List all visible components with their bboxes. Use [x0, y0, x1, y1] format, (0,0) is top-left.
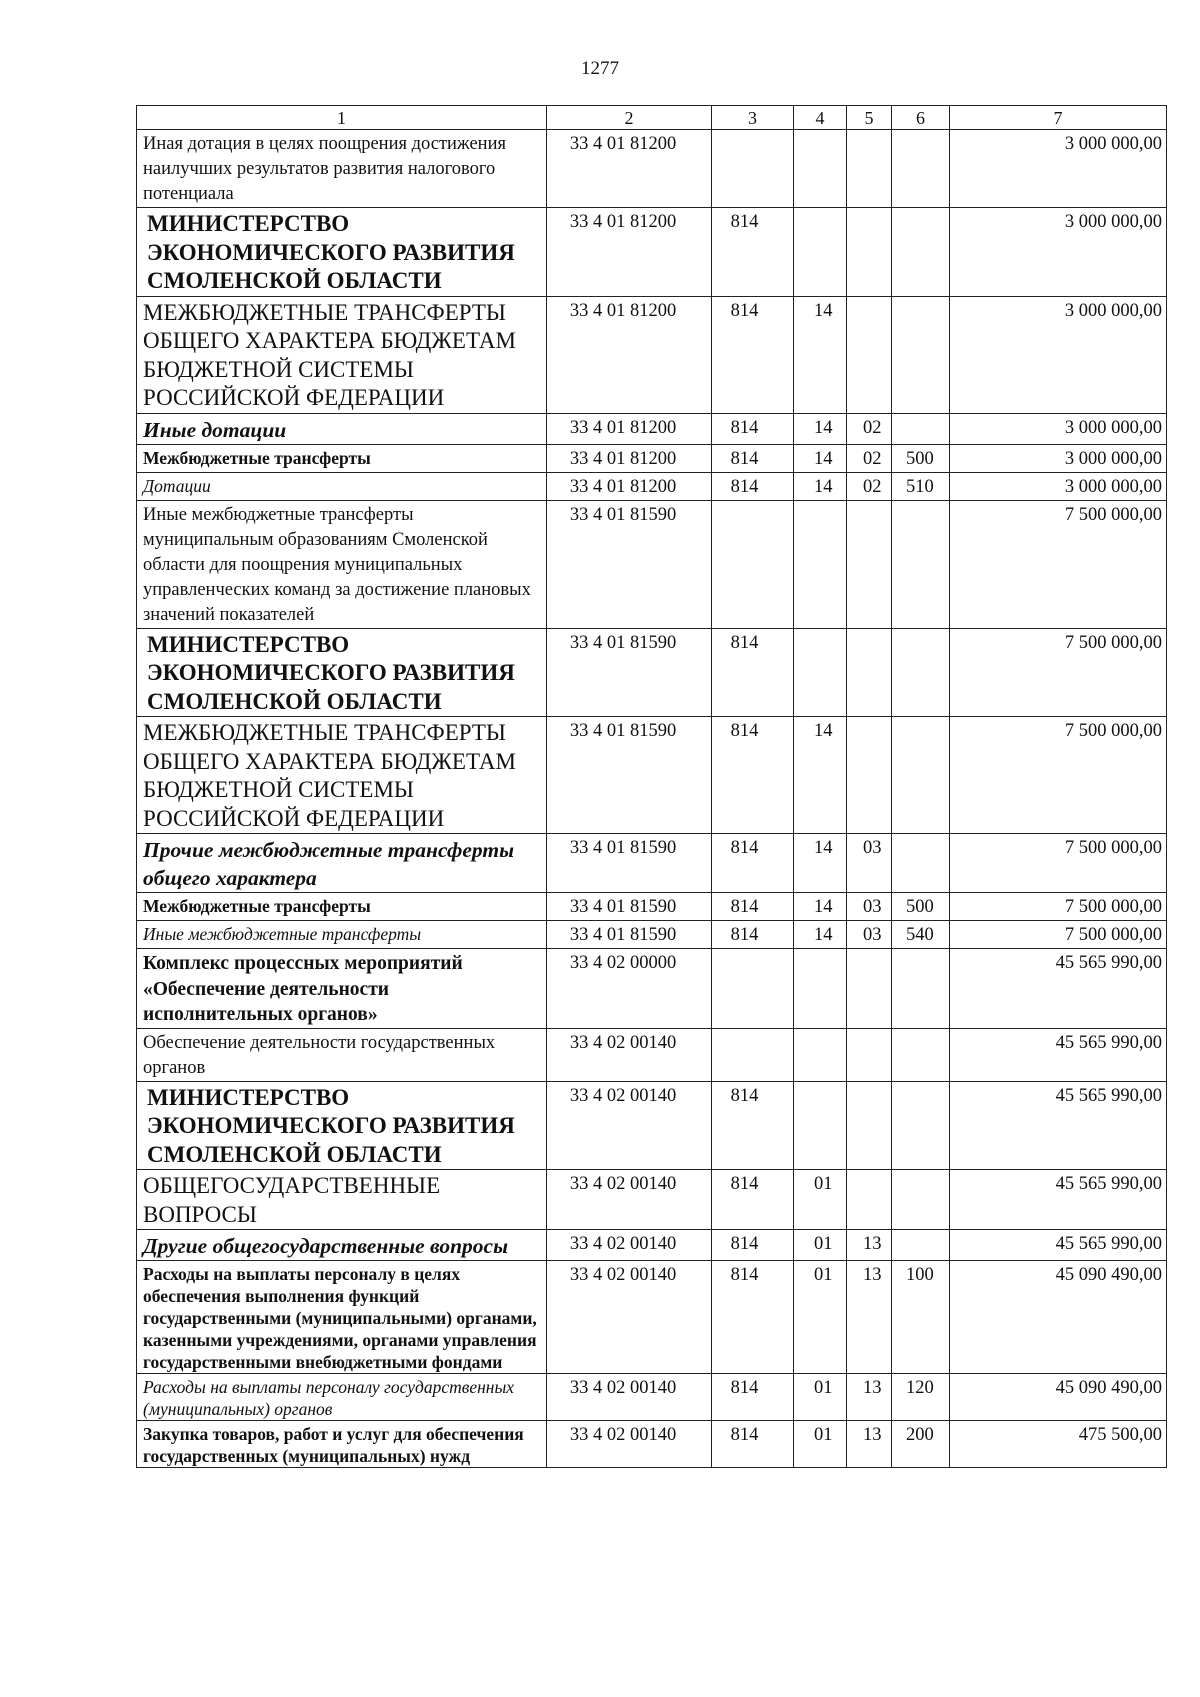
row-expense-type-cell: 540: [892, 921, 950, 949]
row-name-cell: Комплекс процессных мероприятий «Обеспечение деятельности исполнительных органов»: [137, 949, 547, 1029]
row-section-code-cell: [794, 1028, 847, 1081]
row-section-code-cell: 14: [794, 834, 847, 893]
row-expense-type-cell: [892, 1028, 950, 1081]
row-ministry-code-cell: 814: [712, 1374, 794, 1421]
row-target-article-cell: 33 4 02 00140: [547, 1028, 712, 1081]
row-name-cell: Прочие межбюджетные трансферты общего характера: [137, 834, 547, 893]
row-expense-type-cell: 120: [892, 1374, 950, 1421]
table-row: [137, 413, 1167, 444]
row-amount-cell: 7 500 000,00: [950, 628, 1167, 717]
row-target-article-cell: 33 4 02 00140: [547, 1230, 712, 1261]
row-name-cell: Дотации: [137, 472, 547, 500]
row-section-code-cell: [794, 130, 847, 208]
row-target-article-cell: 33 4 02 00140: [547, 1081, 712, 1170]
row-section-code-cell: 14: [794, 893, 847, 921]
row-amount-cell: 45 565 990,00: [950, 1230, 1167, 1261]
row-subsection-code-cell: 13: [847, 1374, 892, 1421]
row-ministry-code-cell: 814: [712, 296, 794, 413]
row-section-code-cell: 01: [794, 1374, 847, 1421]
row-ministry-code-cell: 814: [712, 921, 794, 949]
row-ministry-code-cell: 814: [712, 1261, 794, 1374]
row-amount-cell: 3 000 000,00: [950, 296, 1167, 413]
row-section-code-cell: 14: [794, 444, 847, 472]
row-amount-cell: 3 000 000,00: [950, 444, 1167, 472]
row-section-code-cell: [794, 208, 847, 297]
table-row: [137, 1170, 1167, 1230]
row-target-article-cell: 33 4 01 81200: [547, 130, 712, 208]
page-number: 1277: [581, 58, 619, 79]
row-ministry-code-cell: 814: [712, 1170, 794, 1230]
row-ministry-code-cell: [712, 130, 794, 208]
row-ministry-code-cell: [712, 949, 794, 1029]
table-row: [137, 1374, 1167, 1421]
row-target-article-cell: 33 4 01 81590: [547, 628, 712, 717]
row-amount-cell: 45 565 990,00: [950, 1081, 1167, 1170]
table-row: [137, 472, 1167, 500]
table-row: [137, 893, 1167, 921]
row-expense-type-cell: [892, 834, 950, 893]
row-name-cell: МИНИСТЕРСТВО ЭКОНОМИЧЕСКОГО РАЗВИТИЯ СМОЛЕНСКОЙ ОБЛАСТИ: [137, 628, 547, 717]
table-row: [137, 628, 1167, 717]
table-row: [137, 208, 1167, 297]
row-amount-cell: 3 000 000,00: [950, 413, 1167, 444]
row-subsection-code-cell: 03: [847, 893, 892, 921]
row-target-article-cell: 33 4 01 81200: [547, 296, 712, 413]
row-amount-cell: 7 500 000,00: [950, 717, 1167, 834]
table-row: [137, 1081, 1167, 1170]
row-amount-cell: 3 000 000,00: [950, 208, 1167, 297]
row-expense-type-cell: 100: [892, 1261, 950, 1374]
row-name-cell: Иная дотация в целях поощрения достижения наилучших результатов развития налогового потенциала: [137, 130, 547, 208]
table-row: [137, 296, 1167, 413]
row-expense-type-cell: [892, 413, 950, 444]
row-subsection-code-cell: [847, 208, 892, 297]
header-col-5: 5: [847, 106, 892, 130]
row-ministry-code-cell: 814: [712, 834, 794, 893]
row-ministry-code-cell: [712, 1028, 794, 1081]
row-target-article-cell: 33 4 01 81200: [547, 444, 712, 472]
table-row: [137, 717, 1167, 834]
row-expense-type-cell: [892, 296, 950, 413]
row-expense-type-cell: 500: [892, 893, 950, 921]
header-col-4: 4: [794, 106, 847, 130]
table-row: [137, 1261, 1167, 1374]
row-name-cell: Межбюджетные трансферты: [137, 893, 547, 921]
row-name-cell: ОБЩЕГОСУДАРСТВЕННЫЕ ВОПРОСЫ: [137, 1170, 547, 1230]
row-name-cell: Расходы на выплаты персоналу государственных (муниципальных) органов: [137, 1374, 547, 1421]
row-ministry-code-cell: 814: [712, 208, 794, 297]
row-expense-type-cell: [892, 208, 950, 297]
row-subsection-code-cell: 03: [847, 921, 892, 949]
row-target-article-cell: 33 4 02 00140: [547, 1261, 712, 1374]
row-subsection-code-cell: [847, 949, 892, 1029]
row-name-cell: Иные межбюджетные трансферты муниципальным образованиям Смоленской области для поощрения муниципальных управленческих команд за достижение плановых значений показателей: [137, 500, 547, 628]
header-col-6: 6: [892, 106, 950, 130]
row-section-code-cell: 14: [794, 921, 847, 949]
row-amount-cell: 45 565 990,00: [950, 949, 1167, 1029]
row-amount-cell: 7 500 000,00: [950, 921, 1167, 949]
table-row: [137, 500, 1167, 628]
row-subsection-code-cell: [847, 717, 892, 834]
table-row: [137, 1421, 1167, 1468]
row-name-cell: Иные дотации: [137, 413, 547, 444]
row-amount-cell: 45 090 490,00: [950, 1261, 1167, 1374]
table-row: [137, 1230, 1167, 1261]
row-amount-cell: 3 000 000,00: [950, 130, 1167, 208]
row-section-code-cell: 01: [794, 1170, 847, 1230]
row-subsection-code-cell: 13: [847, 1421, 892, 1468]
table-row: [137, 834, 1167, 893]
row-amount-cell: 7 500 000,00: [950, 834, 1167, 893]
row-name-cell: МЕЖБЮДЖЕТНЫЕ ТРАНСФЕРТЫ ОБЩЕГО ХАРАКТЕРА БЮДЖЕТАМ БЮДЖЕТНОЙ СИСТЕМЫ РОССИЙСКОЙ ФЕДЕРАЦИИ: [137, 717, 547, 834]
row-ministry-code-cell: 814: [712, 472, 794, 500]
row-subsection-code-cell: [847, 628, 892, 717]
row-section-code-cell: 01: [794, 1421, 847, 1468]
row-name-cell: Закупка товаров, работ и услуг для обеспечения государственных (муниципальных) нужд: [137, 1421, 547, 1468]
row-expense-type-cell: 200: [892, 1421, 950, 1468]
row-section-code-cell: 01: [794, 1261, 847, 1374]
row-subsection-code-cell: [847, 1170, 892, 1230]
row-section-code-cell: 14: [794, 717, 847, 834]
row-expense-type-cell: [892, 1170, 950, 1230]
row-expense-type-cell: [892, 628, 950, 717]
row-target-article-cell: 33 4 02 00140: [547, 1421, 712, 1468]
row-subsection-code-cell: 02: [847, 444, 892, 472]
row-ministry-code-cell: 814: [712, 444, 794, 472]
row-expense-type-cell: 500: [892, 444, 950, 472]
row-target-article-cell: 33 4 01 81590: [547, 717, 712, 834]
row-target-article-cell: 33 4 01 81200: [547, 472, 712, 500]
row-target-article-cell: 33 4 02 00000: [547, 949, 712, 1029]
table-row: [137, 1028, 1167, 1081]
row-subsection-code-cell: [847, 1081, 892, 1170]
row-subsection-code-cell: [847, 130, 892, 208]
row-target-article-cell: 33 4 02 00140: [547, 1170, 712, 1230]
row-section-code-cell: [794, 1081, 847, 1170]
row-expense-type-cell: [892, 1230, 950, 1261]
row-name-cell: МИНИСТЕРСТВО ЭКОНОМИЧЕСКОГО РАЗВИТИЯ СМОЛЕНСКОЙ ОБЛАСТИ: [137, 1081, 547, 1170]
row-amount-cell: 45 565 990,00: [950, 1028, 1167, 1081]
header-col-7: 7: [950, 106, 1167, 130]
row-section-code-cell: [794, 628, 847, 717]
row-section-code-cell: 14: [794, 296, 847, 413]
row-subsection-code-cell: 02: [847, 472, 892, 500]
row-name-cell: Другие общегосударственные вопросы: [137, 1230, 547, 1261]
row-amount-cell: 7 500 000,00: [950, 500, 1167, 628]
row-amount-cell: 7 500 000,00: [950, 893, 1167, 921]
row-expense-type-cell: [892, 949, 950, 1029]
table-header-row: [137, 106, 1167, 130]
row-expense-type-cell: 510: [892, 472, 950, 500]
row-section-code-cell: 14: [794, 413, 847, 444]
table-row: [137, 949, 1167, 1029]
row-ministry-code-cell: 814: [712, 1230, 794, 1261]
row-name-cell: МЕЖБЮДЖЕТНЫЕ ТРАНСФЕРТЫ ОБЩЕГО ХАРАКТЕРА БЮДЖЕТАМ БЮДЖЕТНОЙ СИСТЕМЫ РОССИЙСКОЙ ФЕДЕРАЦИИ: [137, 296, 547, 413]
row-amount-cell: 45 565 990,00: [950, 1170, 1167, 1230]
row-target-article-cell: 33 4 01 81590: [547, 834, 712, 893]
row-amount-cell: 45 090 490,00: [950, 1374, 1167, 1421]
row-ministry-code-cell: 814: [712, 628, 794, 717]
row-name-cell: Обеспечение деятельности государственных органов: [137, 1028, 547, 1081]
row-section-code-cell: 14: [794, 472, 847, 500]
row-expense-type-cell: [892, 500, 950, 628]
row-name-cell: МИНИСТЕРСТВО ЭКОНОМИЧЕСКОГО РАЗВИТИЯ СМОЛЕНСКОЙ ОБЛАСТИ: [137, 208, 547, 297]
row-ministry-code-cell: 814: [712, 1081, 794, 1170]
row-ministry-code-cell: [712, 500, 794, 628]
row-name-cell: Иные межбюджетные трансферты: [137, 921, 547, 949]
row-target-article-cell: 33 4 01 81590: [547, 921, 712, 949]
table-row: [137, 130, 1167, 208]
header-col-1: 1: [137, 106, 547, 130]
row-subsection-code-cell: 02: [847, 413, 892, 444]
header-col-3: 3: [712, 106, 794, 130]
row-section-code-cell: [794, 500, 847, 628]
row-target-article-cell: 33 4 02 00140: [547, 1374, 712, 1421]
row-amount-cell: 3 000 000,00: [950, 472, 1167, 500]
row-ministry-code-cell: 814: [712, 717, 794, 834]
row-expense-type-cell: [892, 717, 950, 834]
row-ministry-code-cell: 814: [712, 1421, 794, 1468]
row-ministry-code-cell: 814: [712, 413, 794, 444]
row-target-article-cell: 33 4 01 81200: [547, 413, 712, 444]
budget-table: [136, 105, 1167, 1468]
row-target-article-cell: 33 4 01 81590: [547, 500, 712, 628]
row-amount-cell: 475 500,00: [950, 1421, 1167, 1468]
row-target-article-cell: 33 4 01 81200: [547, 208, 712, 297]
row-expense-type-cell: [892, 130, 950, 208]
row-name-cell: Межбюджетные трансферты: [137, 444, 547, 472]
row-subsection-code-cell: 03: [847, 834, 892, 893]
row-section-code-cell: [794, 949, 847, 1029]
row-subsection-code-cell: 13: [847, 1230, 892, 1261]
row-section-code-cell: 01: [794, 1230, 847, 1261]
row-ministry-code-cell: 814: [712, 893, 794, 921]
table-row: [137, 921, 1167, 949]
row-subsection-code-cell: [847, 296, 892, 413]
row-target-article-cell: 33 4 01 81590: [547, 893, 712, 921]
header-col-2: 2: [547, 106, 712, 130]
row-subsection-code-cell: [847, 500, 892, 628]
row-name-cell: Расходы на выплаты персоналу в целях обеспечения выполнения функций государственными (муниципальными) органами, казенными учреждениями, органами управления государственными внебюджетными фондами: [137, 1261, 547, 1374]
row-expense-type-cell: [892, 1081, 950, 1170]
row-subsection-code-cell: 13: [847, 1261, 892, 1374]
row-subsection-code-cell: [847, 1028, 892, 1081]
table-body: [137, 130, 1167, 1468]
table-row: [137, 444, 1167, 472]
